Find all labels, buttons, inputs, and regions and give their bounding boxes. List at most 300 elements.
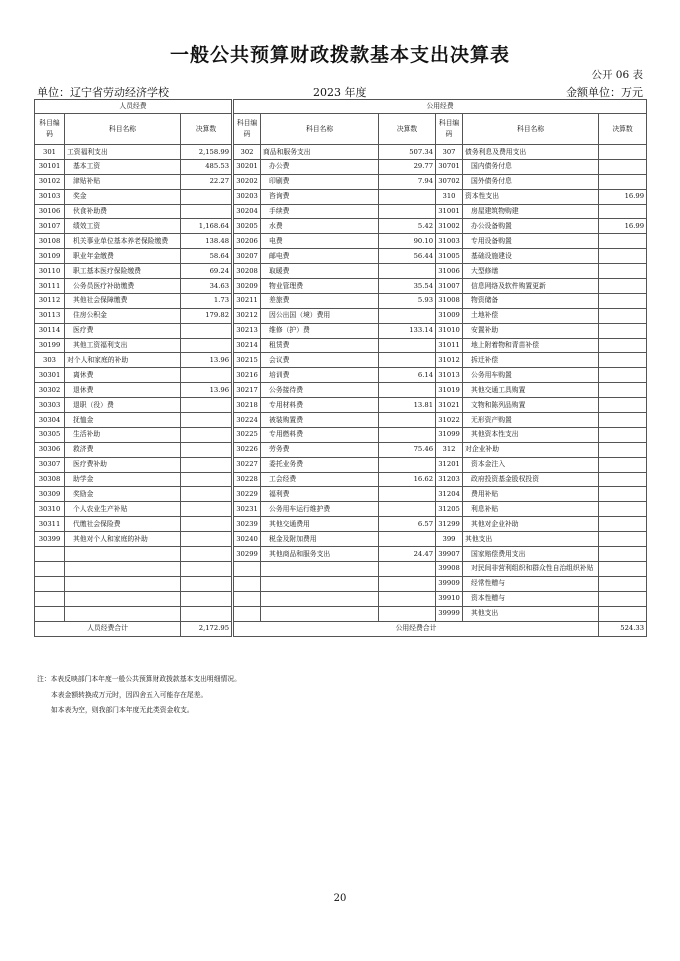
cell-name: 经常性赠与 <box>463 576 599 591</box>
cell-name <box>65 576 181 591</box>
cell-name: 绩效工资 <box>65 219 181 234</box>
cell-name: 资本性赠与 <box>463 591 599 606</box>
cell-amount <box>379 561 436 576</box>
cell-amount <box>379 338 436 353</box>
cell-name: 水费 <box>261 219 379 234</box>
cell-amount <box>379 308 436 323</box>
cell-name: 工会经费 <box>261 472 379 487</box>
cell-amount <box>599 487 647 502</box>
cell-amount <box>181 532 232 547</box>
cell-amount: 13.81 <box>379 398 436 413</box>
cell-name: 无形资产购置 <box>463 413 599 428</box>
cell-code: 30213 <box>234 323 261 338</box>
cell-amount: 6.14 <box>379 368 436 383</box>
cell-code: 30206 <box>234 234 261 249</box>
cell-code: 30304 <box>35 413 65 428</box>
cell-amount: 2,158.99 <box>181 145 232 160</box>
cell-amount: 35.54 <box>379 279 436 294</box>
cell-amount <box>181 204 232 219</box>
table-row <box>35 308 647 323</box>
cell-name: 国外债务付息 <box>463 174 599 189</box>
cell-amount <box>379 487 436 502</box>
cell-amount <box>379 353 436 368</box>
cell-name: 利息补贴 <box>463 502 599 517</box>
cell-amount <box>599 159 647 174</box>
cell-code: 312 <box>436 442 463 457</box>
cell-code: 30311 <box>35 517 65 532</box>
cell-amount: 6.57 <box>379 517 436 532</box>
cell-code: 301 <box>35 145 65 160</box>
cell-amount <box>599 368 647 383</box>
notes <box>37 672 241 719</box>
total-personnel-value: 2,172.95 <box>181 621 232 636</box>
table-row <box>35 368 647 383</box>
cell-amount <box>379 204 436 219</box>
table-row <box>35 606 647 621</box>
cell-code: 30301 <box>35 368 65 383</box>
table-row <box>35 279 647 294</box>
cell-code: 30111 <box>35 279 65 294</box>
cell-name: 对企业补助 <box>463 442 599 457</box>
cell-amount <box>181 591 232 606</box>
cell-name <box>65 561 181 576</box>
cell-amount <box>181 398 232 413</box>
cell-code: 31205 <box>436 502 463 517</box>
cell-code: 31019 <box>436 383 463 398</box>
table-row <box>35 532 647 547</box>
cell-name: 公务用车购置 <box>463 368 599 383</box>
cell-code: 30306 <box>35 442 65 457</box>
cell-code: 30215 <box>234 353 261 368</box>
table-row <box>35 189 647 204</box>
cell-name: 土地补偿 <box>463 308 599 323</box>
cell-code: 30229 <box>234 487 261 502</box>
cell-name: 医疗费 <box>65 323 181 338</box>
note-line: 本表金额转换成万元时，因四舍五入可能存在尾差。 <box>51 690 208 699</box>
cell-code: 30110 <box>35 264 65 279</box>
table-row <box>35 159 647 174</box>
cell-code: 30216 <box>234 368 261 383</box>
cell-amount <box>181 442 232 457</box>
cell-amount: 75.46 <box>379 442 436 457</box>
cell-name <box>261 576 379 591</box>
cell-amount <box>379 591 436 606</box>
table-row <box>35 517 647 532</box>
table-row <box>35 472 647 487</box>
cell-name: 地上附着物和青苗补偿 <box>463 338 599 353</box>
cell-name <box>65 547 181 562</box>
cell-code: 30209 <box>234 279 261 294</box>
cell-name: 国内债务付息 <box>463 159 599 174</box>
cell-amount <box>181 368 232 383</box>
cell-amount: 58.64 <box>181 249 232 264</box>
cell-code: 30239 <box>234 517 261 532</box>
cell-amount: 90.10 <box>379 234 436 249</box>
cell-amount: 16.99 <box>599 219 647 234</box>
table-row <box>35 204 647 219</box>
table-row <box>35 219 647 234</box>
cell-code: 30202 <box>234 174 261 189</box>
cell-amount <box>599 442 647 457</box>
cell-code: 31204 <box>436 487 463 502</box>
cell-name: 专用燃料费 <box>261 427 379 442</box>
cell-amount <box>181 472 232 487</box>
expenditure-table <box>34 99 647 637</box>
cell-name: 专用设备购置 <box>463 234 599 249</box>
meta-line <box>37 84 643 98</box>
cell-code: 31003 <box>436 234 463 249</box>
cell-name: 政府投资基金股权投资 <box>463 472 599 487</box>
cell-name: 津贴补贴 <box>65 174 181 189</box>
cell-amount: 56.44 <box>379 249 436 264</box>
cell-amount <box>379 427 436 442</box>
cell-amount <box>599 353 647 368</box>
cell-amount <box>599 174 647 189</box>
col-code-header: 科目编码 <box>35 114 65 145</box>
cell-name: 公务接待费 <box>261 383 379 398</box>
cell-name: 其他社会保障缴费 <box>65 293 181 308</box>
cell-name: 其他交通费用 <box>261 517 379 532</box>
cell-amount <box>599 308 647 323</box>
cell-code: 39908 <box>436 561 463 576</box>
cell-code: 30108 <box>35 234 65 249</box>
cell-code: 31013 <box>436 368 463 383</box>
col-code-header: 科目编码 <box>436 114 463 145</box>
cell-code: 30309 <box>35 487 65 502</box>
cell-code: 30226 <box>234 442 261 457</box>
cell-code: 30310 <box>35 502 65 517</box>
cell-code: 31012 <box>436 353 463 368</box>
cell-amount <box>599 547 647 562</box>
table-row <box>35 457 647 472</box>
total-row <box>35 621 647 636</box>
cell-name: 抚恤金 <box>65 413 181 428</box>
cell-name: 基本工资 <box>65 159 181 174</box>
cell-name: 办公设备购置 <box>463 219 599 234</box>
cell-amount <box>599 502 647 517</box>
cell-amount <box>181 487 232 502</box>
cell-name: 机关事业单位基本养老保险缴费 <box>65 234 181 249</box>
table-row <box>35 561 647 576</box>
cell-amount: 5.42 <box>379 219 436 234</box>
cell-amount <box>181 547 232 562</box>
cell-amount <box>599 204 647 219</box>
cell-amount <box>599 472 647 487</box>
cell-name: 公务用车运行维护费 <box>261 502 379 517</box>
cell-name: 会议费 <box>261 353 379 368</box>
cell-code: 307 <box>436 145 463 160</box>
cell-code: 30228 <box>234 472 261 487</box>
cell-name: 住房公积金 <box>65 308 181 323</box>
cell-code: 30305 <box>35 427 65 442</box>
table-row <box>35 353 647 368</box>
col-name-header: 科目名称 <box>463 114 599 145</box>
cell-code: 30218 <box>234 398 261 413</box>
cell-code: 31008 <box>436 293 463 308</box>
col-name-header: 科目名称 <box>261 114 379 145</box>
cell-name: 债务利息及费用支出 <box>463 145 599 160</box>
cell-name: 其他工资福利支出 <box>65 338 181 353</box>
group-public-header: 公用经费 <box>234 100 647 114</box>
cell-name: 税金及附加费用 <box>261 532 379 547</box>
cell-amount: 507.34 <box>379 145 436 160</box>
cell-name: 退职（役）费 <box>65 398 181 413</box>
cell-name <box>261 591 379 606</box>
cell-name: 离休费 <box>65 368 181 383</box>
cell-name: 手续费 <box>261 204 379 219</box>
cell-amount <box>599 234 647 249</box>
cell-amount <box>379 264 436 279</box>
cell-code: 31009 <box>436 308 463 323</box>
cell-name: 福利费 <box>261 487 379 502</box>
total-public-label: 公用经费合计 <box>234 621 599 636</box>
col-amount-header: 决算数 <box>379 114 436 145</box>
cell-amount: 179.82 <box>181 308 232 323</box>
cell-code: 30217 <box>234 383 261 398</box>
cell-code: 30101 <box>35 159 65 174</box>
cell-name: 文物和陈列品购置 <box>463 398 599 413</box>
cell-name: 委托业务费 <box>261 457 379 472</box>
table-row <box>35 547 647 562</box>
cell-code: 31299 <box>436 517 463 532</box>
cell-code: 30208 <box>234 264 261 279</box>
cell-amount: 133.14 <box>379 323 436 338</box>
cell-name: 奖励金 <box>65 487 181 502</box>
cell-name: 国家赔偿费用支出 <box>463 547 599 562</box>
unit-label: 单位：辽宁省劳动经济学校 <box>37 86 169 99</box>
cell-name: 维修（护）费 <box>261 323 379 338</box>
cell-code: 30107 <box>35 219 65 234</box>
cell-code: 30203 <box>234 189 261 204</box>
total-public-value: 524.33 <box>599 621 647 636</box>
cell-amount: 138.48 <box>181 234 232 249</box>
table-row <box>35 338 647 353</box>
cell-amount <box>599 427 647 442</box>
cell-code: 31099 <box>436 427 463 442</box>
cell-amount <box>599 532 647 547</box>
cell-code: 30102 <box>35 174 65 189</box>
cell-name: 物资储备 <box>463 293 599 308</box>
cell-amount: 5.93 <box>379 293 436 308</box>
cell-name: 租赁费 <box>261 338 379 353</box>
cell-name: 其他对企业补助 <box>463 517 599 532</box>
table-row <box>35 145 647 160</box>
cell-code: 31203 <box>436 472 463 487</box>
cell-amount <box>599 398 647 413</box>
cell-amount <box>599 383 647 398</box>
cell-amount <box>599 517 647 532</box>
cell-name: 对民间非营利组织和群众性自治组织补贴 <box>463 561 599 576</box>
cell-name: 取暖费 <box>261 264 379 279</box>
year-label: 2023 年度 <box>313 86 367 99</box>
cell-code: 30702 <box>436 174 463 189</box>
table-row <box>35 442 647 457</box>
cell-name: 其他对个人和家庭的补助 <box>65 532 181 547</box>
cell-name: 公务员医疗补助缴费 <box>65 279 181 294</box>
cell-amount: 22.27 <box>181 174 232 189</box>
cell-amount <box>599 293 647 308</box>
col-amount-header: 决算数 <box>599 114 647 145</box>
cell-code <box>234 576 261 591</box>
cell-amount <box>379 383 436 398</box>
cell-code: 30114 <box>35 323 65 338</box>
table-row <box>35 293 647 308</box>
cell-code <box>234 606 261 621</box>
cell-amount <box>379 189 436 204</box>
table-row <box>35 591 647 606</box>
cell-code: 30308 <box>35 472 65 487</box>
cell-name: 职业年金缴费 <box>65 249 181 264</box>
cell-amount <box>181 502 232 517</box>
cell-name: 咨询费 <box>261 189 379 204</box>
cell-amount <box>379 457 436 472</box>
cell-name: 基础设施建设 <box>463 249 599 264</box>
cell-code: 39907 <box>436 547 463 562</box>
cell-code: 31201 <box>436 457 463 472</box>
table-row <box>35 576 647 591</box>
cell-code: 31011 <box>436 338 463 353</box>
col-code-header: 科目编码 <box>234 114 261 145</box>
cell-name: 其他资本性支出 <box>463 427 599 442</box>
cell-name: 专用材料费 <box>261 398 379 413</box>
cell-code: 30299 <box>234 547 261 562</box>
cell-name: 物业管理费 <box>261 279 379 294</box>
cell-amount: 69.24 <box>181 264 232 279</box>
doc-number: 公开 06 表 <box>591 69 643 81</box>
cell-amount <box>181 576 232 591</box>
total-personnel-label: 人员经费合计 <box>35 621 181 636</box>
cell-name: 工资福利支出 <box>65 145 181 160</box>
note-line: 注：本表反映部门本年度一般公共预算财政拨款基本支出明细情况。 <box>37 675 241 683</box>
cell-code: 30214 <box>234 338 261 353</box>
cell-name: 大型修缮 <box>463 264 599 279</box>
cell-name: 其他支出 <box>463 532 599 547</box>
cell-name: 其他支出 <box>463 606 599 621</box>
cell-code: 30204 <box>234 204 261 219</box>
col-name-header: 科目名称 <box>65 114 181 145</box>
cell-code <box>35 591 65 606</box>
cell-code: 30225 <box>234 427 261 442</box>
cell-name: 资本金注入 <box>463 457 599 472</box>
cell-amount: 1.73 <box>181 293 232 308</box>
cell-amount <box>379 502 436 517</box>
cell-amount <box>181 413 232 428</box>
page-title: 一般公共预算财政拨款基本支出决算表 <box>169 44 510 66</box>
cell-name: 培训费 <box>261 368 379 383</box>
cell-code: 399 <box>436 532 463 547</box>
cell-name <box>65 606 181 621</box>
cell-name: 电费 <box>261 234 379 249</box>
cell-amount: 29.77 <box>379 159 436 174</box>
cell-name: 邮电费 <box>261 249 379 264</box>
cell-code: 30207 <box>234 249 261 264</box>
cell-code: 302 <box>234 145 261 160</box>
cell-amount: 1,168.64 <box>181 219 232 234</box>
cell-amount <box>599 576 647 591</box>
cell-code: 30109 <box>35 249 65 264</box>
cell-name: 其他交通工具购置 <box>463 383 599 398</box>
cell-amount <box>379 413 436 428</box>
cell-name: 对个人和家庭的补助 <box>65 353 181 368</box>
cell-code: 30211 <box>234 293 261 308</box>
cell-code: 30307 <box>35 457 65 472</box>
cell-code: 303 <box>35 353 65 368</box>
cell-code: 31022 <box>436 413 463 428</box>
cell-code <box>35 606 65 621</box>
cell-amount <box>599 279 647 294</box>
cell-amount: 7.94 <box>379 174 436 189</box>
cell-code: 31002 <box>436 219 463 234</box>
cell-code: 31005 <box>436 249 463 264</box>
cell-name: 伙食补助费 <box>65 204 181 219</box>
column-header-row <box>35 114 647 145</box>
cell-amount <box>181 561 232 576</box>
cell-amount <box>599 264 647 279</box>
col-amount-header: 决算数 <box>181 114 232 145</box>
cell-code: 30103 <box>35 189 65 204</box>
cell-code: 30212 <box>234 308 261 323</box>
table-row <box>35 487 647 502</box>
cell-code: 30227 <box>234 457 261 472</box>
cell-amount <box>181 427 232 442</box>
table-row <box>35 413 647 428</box>
cell-amount: 16.62 <box>379 472 436 487</box>
cell-code <box>35 561 65 576</box>
cell-name: 助学金 <box>65 472 181 487</box>
cell-amount: 485.53 <box>181 159 232 174</box>
cell-code: 31001 <box>436 204 463 219</box>
cell-code: 30199 <box>35 338 65 353</box>
cell-code: 30113 <box>35 308 65 323</box>
cell-code: 39909 <box>436 576 463 591</box>
cell-amount <box>379 606 436 621</box>
cell-amount <box>181 338 232 353</box>
cell-amount: 24.47 <box>379 547 436 562</box>
cell-code: 30112 <box>35 293 65 308</box>
group-header-row <box>35 100 647 114</box>
cell-amount: 34.63 <box>181 279 232 294</box>
cell-name <box>261 561 379 576</box>
cell-name: 商品和服务支出 <box>261 145 379 160</box>
table-row <box>35 502 647 517</box>
cell-code: 30399 <box>35 532 65 547</box>
cell-name: 资本性支出 <box>463 189 599 204</box>
cell-amount: 13.96 <box>181 353 232 368</box>
cell-name: 救济费 <box>65 442 181 457</box>
note-line: 如本表为空，则我部门本年度无此类资金收支。 <box>51 706 194 714</box>
cell-amount <box>181 517 232 532</box>
cell-code: 31021 <box>436 398 463 413</box>
cell-code: 39999 <box>436 606 463 621</box>
cell-name: 代缴社会保险费 <box>65 517 181 532</box>
cell-name: 个人农业生产补贴 <box>65 502 181 517</box>
cell-name: 其他商品和服务支出 <box>261 547 379 562</box>
cell-amount <box>181 323 232 338</box>
cell-amount <box>599 338 647 353</box>
cell-code: 30701 <box>436 159 463 174</box>
money-unit: 金额单位：万元 <box>566 86 643 99</box>
cell-amount <box>599 457 647 472</box>
table-row <box>35 174 647 189</box>
table-row <box>35 398 647 413</box>
cell-name: 拆迁补偿 <box>463 353 599 368</box>
cell-name: 退休费 <box>65 383 181 398</box>
cell-amount <box>181 457 232 472</box>
table-row <box>35 323 647 338</box>
cell-code: 30201 <box>234 159 261 174</box>
cell-amount <box>379 532 436 547</box>
cell-name: 费用补贴 <box>463 487 599 502</box>
